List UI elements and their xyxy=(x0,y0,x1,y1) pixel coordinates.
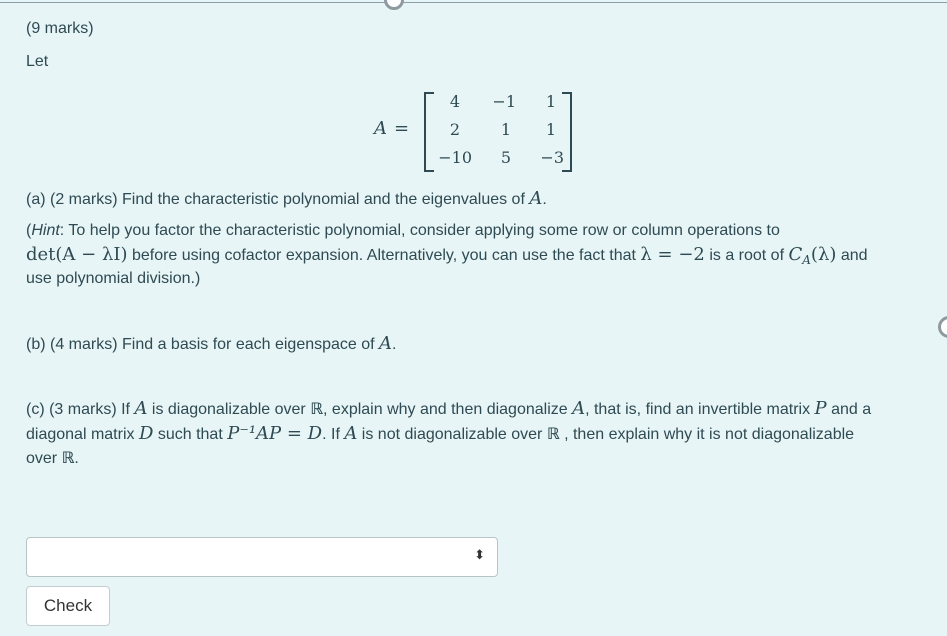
matrix-cell: −1 xyxy=(492,92,516,111)
marks-label: (9 marks) xyxy=(26,20,94,37)
hint-line-1: (Hint: To help you factor the characteristic polynomial, consider applying some row or column operations to xyxy=(26,222,780,239)
matrix-name: A xyxy=(374,118,387,139)
hint-line-3: use polynomial division.) xyxy=(26,270,201,287)
part-a-question: (a) (2 marks) Find the characteristic polynomial and the eigenvalues of A. xyxy=(26,188,547,209)
let-label: Let xyxy=(26,53,49,70)
matrix-cell: −10 xyxy=(438,148,472,167)
matrix-cell: 4 xyxy=(449,92,460,111)
part-c-line-1: (c) (3 marks) If A is diagonalizable over ℝ, explain why and then diagonalize A, that is, find an invertible matrix P and a xyxy=(26,398,872,419)
resize-handle-right[interactable] xyxy=(938,316,947,338)
check-button[interactable]: Check xyxy=(26,586,110,626)
answer-select[interactable] xyxy=(26,537,498,577)
part-b-question: (b) (4 marks) Find a basis for each eigenspace of A. xyxy=(26,333,397,354)
matrix-cell: 2 xyxy=(449,120,460,139)
matrix-cell: 1 xyxy=(545,92,556,111)
part-c-line-3: over ℝ. xyxy=(26,448,79,467)
matrix-equals: = xyxy=(394,118,410,139)
matrix-cell: 5 xyxy=(500,148,511,167)
part-c-line-2: diagonal matrix D such that P⁻¹AP = D. If A is not diagonalizable over ℝ , then explain why it is not diagonalizable xyxy=(26,423,855,444)
matrix-cell: 1 xyxy=(500,120,511,139)
resize-handle-top[interactable] xyxy=(384,0,404,10)
updown-arrow-icon: ⬍ xyxy=(474,547,485,562)
hint-line-2: det(A − λI) before using cofactor expansion. Alternatively, you can use the fact that λ = −2 is a root of $C_A(\lambda)$ and xyxy=(26,244,868,268)
top-border xyxy=(0,2,947,3)
matrix-cell: −3 xyxy=(540,148,564,167)
matrix-cell: 1 xyxy=(545,120,556,139)
